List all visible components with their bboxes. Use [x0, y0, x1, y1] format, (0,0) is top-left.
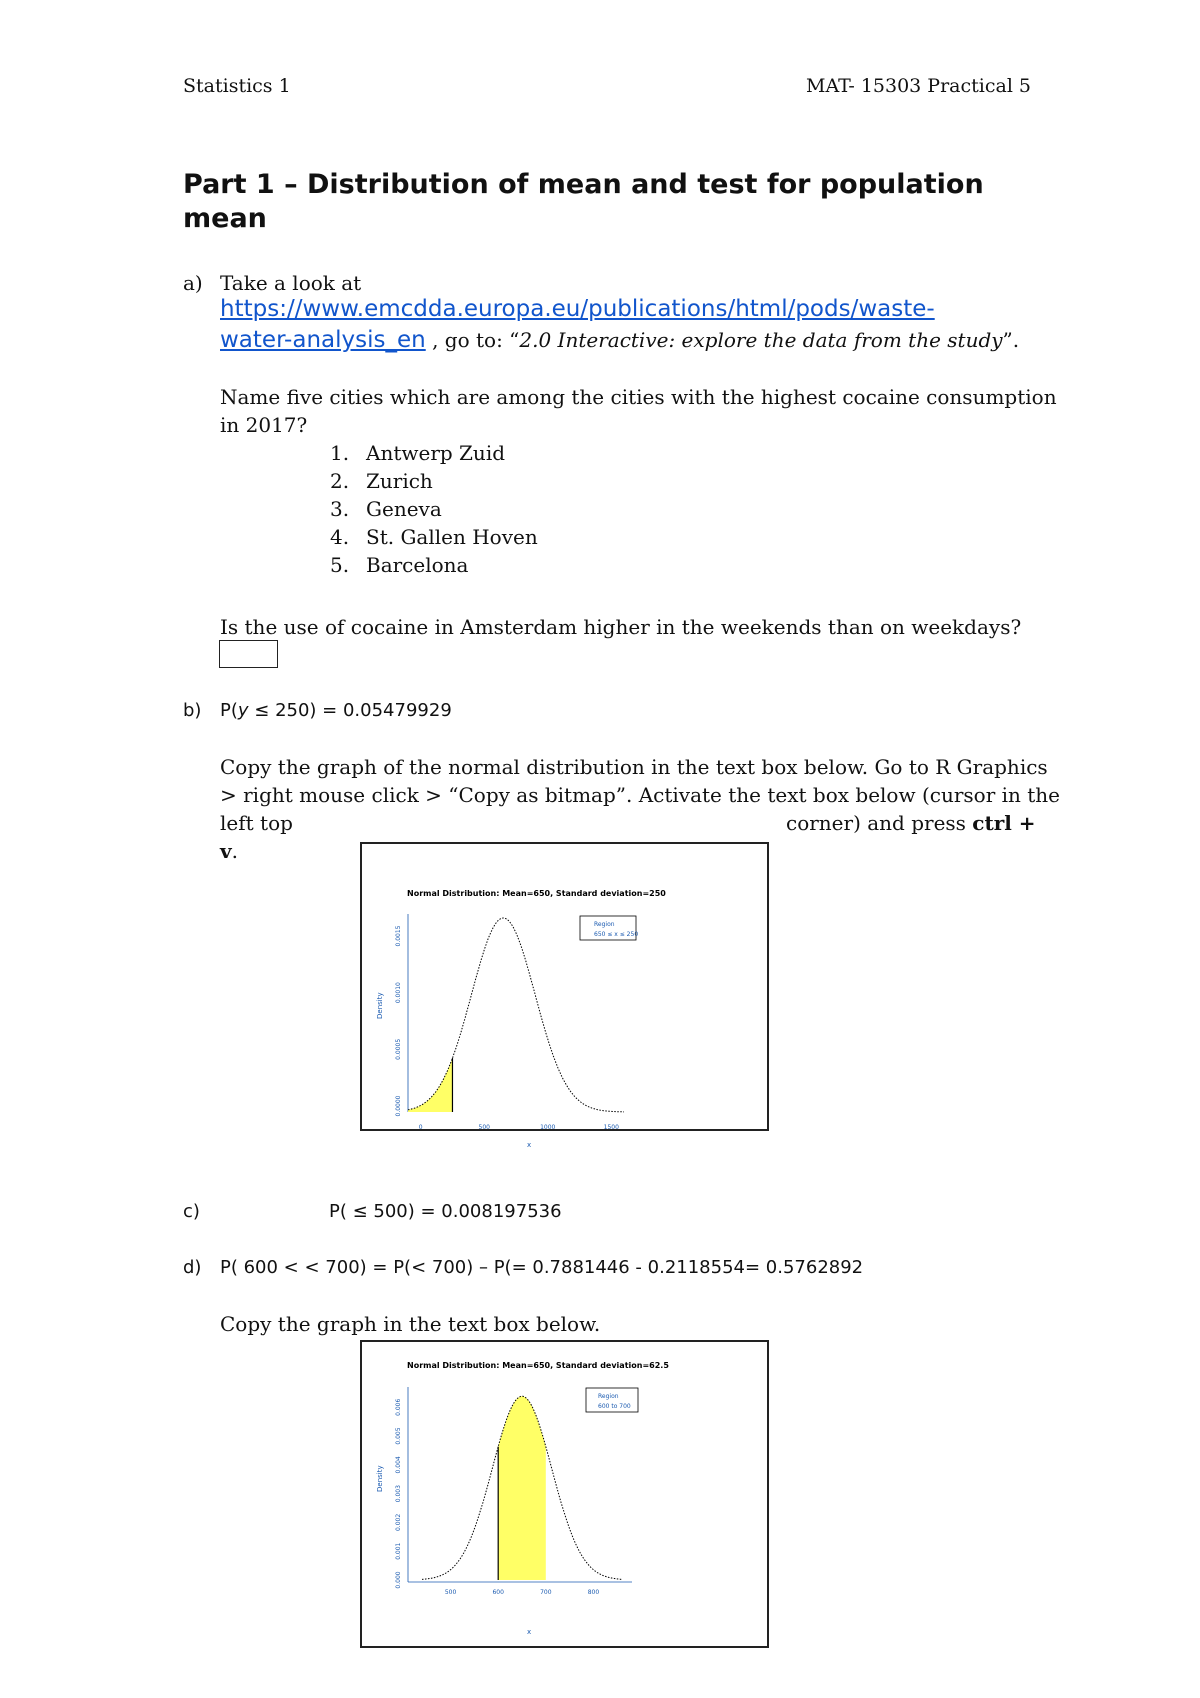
city-name-4: St. Gallen Hoven	[366, 525, 538, 549]
instr-b-line2: > right mouse click > “Copy as bitmap”. Activate the text box below (cursor in the	[220, 783, 1060, 807]
city-name-1: Antwerp Zuid	[366, 441, 506, 465]
graph1-y-tick-label: 0.0010	[395, 982, 402, 1004]
graph1-y-tick-label: 0.0000	[395, 1095, 402, 1117]
graph2-svg	[362, 1342, 767, 1646]
graph1-x-tick-label: 1500	[603, 1124, 619, 1131]
graph2-legend-title: Region	[598, 1393, 619, 1400]
graph2-y-tick-label: 0.003	[395, 1485, 402, 1503]
city-num-1: 1.	[330, 441, 350, 465]
graph2-y-tick-label: 0.004	[395, 1456, 402, 1474]
graph1-y-tick-label: 0.0015	[395, 925, 402, 947]
question-line1: Name five cities which are among the cities with the highest cocaine consumption	[220, 385, 1057, 409]
city-name-3: Geneva	[366, 497, 442, 521]
formula-b-pre: P(	[220, 700, 238, 721]
question2: Is the use of cocaine in Amsterdam higher in the weekends than on weekdays?	[220, 615, 1022, 639]
city-num-2: 2.	[330, 469, 350, 493]
city-name-5: Barcelona	[366, 553, 469, 577]
graph1-xlabel: x	[527, 1141, 532, 1149]
instr-b-line3a: left top	[220, 811, 293, 835]
formula-c: P( ≤ 500) = 0.008197536	[329, 1201, 562, 1222]
graph1-x-tick-label: 1000	[540, 1124, 556, 1131]
section-b-label: b)	[183, 700, 202, 721]
section-d-label: d)	[183, 1257, 202, 1278]
graph2-xlabel: x	[527, 1628, 532, 1636]
graph1-title: Normal Distribution: Mean=650, Standard deviation=250	[407, 889, 666, 898]
instr-b-v: v	[220, 839, 232, 863]
question-line2: in 2017?	[220, 413, 308, 437]
graph2-y-tick-label: 0.006	[395, 1398, 402, 1416]
city-num-3: 3.	[330, 497, 350, 521]
source-link-line1[interactable]: https://www.emcdda.europa.eu/publications/html/pods/waste-	[220, 296, 935, 322]
city-name-2: Zurich	[366, 469, 433, 493]
goto-end: ”.	[1002, 328, 1020, 352]
graph2-y-tick-label: 0.000	[395, 1571, 402, 1589]
graph1-x-tick-label: 500	[478, 1124, 490, 1131]
graph1-legend-title: Region	[594, 921, 615, 928]
city-num-5: 5.	[330, 553, 350, 577]
graph1-svg	[362, 844, 767, 1149]
graph1-ylabel: Density	[376, 992, 384, 1019]
city-num-4: 4.	[330, 525, 350, 549]
graph1-y-tick-label: 0.0005	[395, 1038, 402, 1060]
formula-b-var: y	[237, 700, 249, 721]
graph2-y-tick-label: 0.001	[395, 1542, 402, 1560]
graph2-legend-text: 600 to 700	[598, 1403, 631, 1410]
instr-b-bold: ctrl +	[972, 811, 1036, 835]
instr-b-line1: Copy the graph of the normal distribution in the text box below. Go to R Graphics	[220, 755, 1048, 779]
formula-d: P( 600 < < 700) = P(< 700) – P(= 0.7881446 - 0.2118554= 0.5762892	[220, 1257, 864, 1278]
instr-b-line3b	[786, 809, 1036, 837]
graph2-y-tick-label: 0.002	[395, 1513, 402, 1532]
graph2-x-tick-label: 800	[587, 1589, 600, 1596]
instr-b-line3b-text: corner) and press	[786, 811, 973, 835]
source-link-line2[interactable]: water-analysis_en	[220, 327, 426, 353]
instr-d: Copy the graph in the text box below.	[220, 1312, 601, 1336]
header-left: Statistics 1	[183, 75, 291, 97]
graph2-textbox[interactable]	[360, 1340, 769, 1648]
page-title: Part 1 – Distribution of mean and test for population mean	[183, 169, 984, 234]
goto-italic: 2.0 Interactive: explore the data from the study	[519, 328, 1003, 352]
graph2-x-tick-label: 700	[540, 1589, 552, 1596]
graph2-y-tick-label: 0.005	[395, 1427, 402, 1445]
graph2-title: Normal Distribution: Mean=650, Standard deviation=62.5	[407, 1361, 669, 1370]
section-c-label: c)	[183, 1201, 200, 1222]
formula-b-post: ≤ 250) = 0.05479929	[248, 700, 452, 721]
instr-b-line4	[220, 837, 238, 865]
header-right: MAT- 15303 Practical 5	[806, 75, 1032, 97]
graph2-x-tick-label: 500	[444, 1589, 457, 1596]
graph1-legend-text: 650 ≤ x ≤ 250	[594, 931, 639, 938]
graph2-ylabel: Density	[376, 1465, 384, 1492]
formula-b	[220, 697, 452, 725]
graph1-textbox[interactable]	[360, 842, 769, 1149]
section-a-label: a)	[183, 271, 203, 295]
graph1-x-tick-label: 0	[418, 1124, 423, 1131]
instr-b-period: .	[231, 839, 238, 863]
goto-line	[220, 326, 1019, 354]
section-a-intro: Take a look at	[220, 271, 362, 295]
graph2-x-tick-label: 600	[492, 1589, 504, 1596]
goto-text: , go to: “	[425, 328, 520, 352]
answer-box[interactable]	[219, 640, 278, 668]
